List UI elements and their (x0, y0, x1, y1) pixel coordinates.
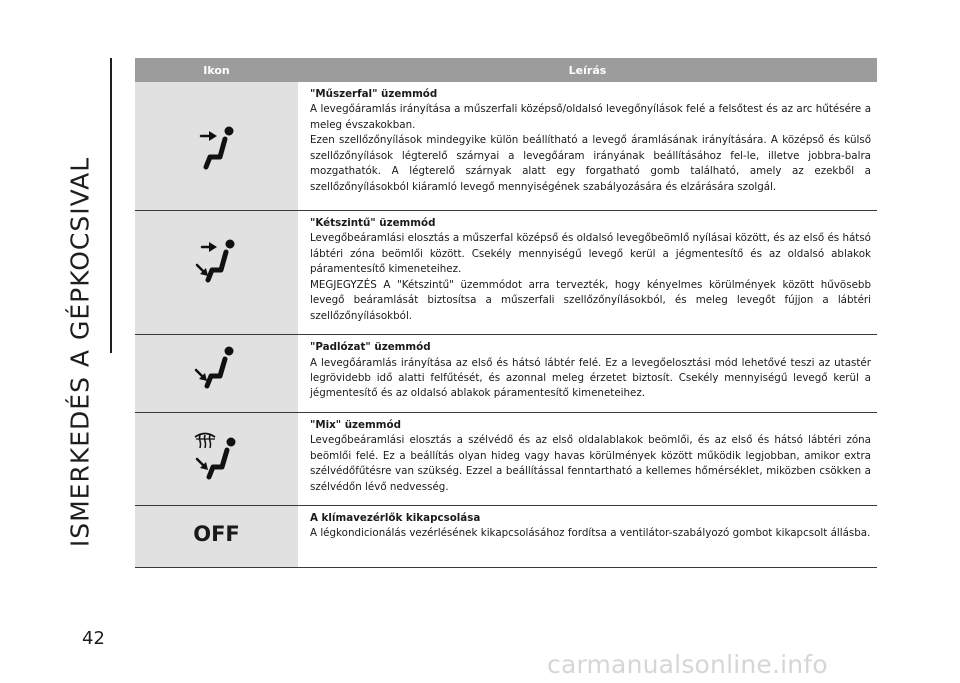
watermark: carmanualsonline.info (547, 650, 828, 679)
icon-cell (135, 506, 298, 568)
table-row (135, 506, 877, 568)
mode-description: Levegőbeáramlási elosztás a műszerfal középső és oldalsó levegőbeömlő nyílásai között, és az első és hátsó lábtéri zóna beömlői között. Csekély mennyiségű levegő kerül a jégmentesítő és az oldalsó ablakok páramentesítő kimeneteihez. MEGJEGYZÉS A "Kétszintű" üzemmódot arra tervezték, hogy kényelmes körülmények között hűvösebb levegő beáramlását biztosítsa a műszerfali szellőzőnyílásokból, és meleg levegőt fújjon a lábtéri szellőzőnyílásokból. (310, 232, 871, 322)
mode-description: A levegőáramlás irányítása a műszerfali középső/oldalsó levegőnyílások felé a felsőtest és az arc hűtésére a meleg évszakokban. Ezen szellőzőnyílások mindegyike külön beállítható a levegő áramlásának irányítására. A középső és külső szellőzőnyílások légterelő szárnyai a levegőáram irányának beállításához fel-le, illetve jobbra-balra mozgathatók. A légterelő szárnyak alatt egy forgatható gomb található, amely az ezekből a szellőzőnyílásokból kiáramló levegő mennyiségének szabályozására és elzárására szolgál. (310, 103, 871, 193)
description-cell (298, 412, 877, 505)
table-row (135, 211, 877, 335)
icon-cell (135, 335, 298, 413)
column-header-icon: Ikon (135, 58, 298, 82)
column-header-description: Leírás (298, 58, 877, 82)
description-cell (298, 82, 877, 211)
description-cell (298, 335, 877, 413)
description-cell (298, 506, 877, 568)
table-row (135, 335, 877, 413)
mix-defrost-floor-airflow-icon (191, 427, 243, 481)
bilevel-airflow-icon (192, 232, 242, 286)
mode-description: Levegőbeáramlási elosztás a szélvédő és az első oldalablakok beömlői, és az első és hátsó lábtéri zóna beömlői felé. Ez a beállítás olyan hideg vagy havas körülmények között működik legjobban, amikor extra szélvédőfűtésre van szükség. Ezzel a beállítással fenntartható a kellemes hőmérséklet, miközben csökken a szélvédőn lévő nedvesség. (310, 434, 871, 493)
icon-cell (135, 211, 298, 335)
table-row (135, 82, 877, 211)
mode-title: "Mix" üzemmód (310, 418, 401, 431)
description-cell (298, 211, 877, 335)
mode-title: "Műszerfal" üzemmód (310, 88, 438, 100)
icon-cell (135, 82, 298, 211)
table-row (135, 412, 877, 505)
table-header-row (135, 58, 877, 82)
climate-mode-table (135, 58, 877, 568)
section-divider (110, 58, 112, 353)
icon-cell (135, 412, 298, 505)
floor-airflow-icon (192, 342, 242, 392)
section-title: ISMERKEDÉS A GÉPKOCSIVAL (65, 156, 95, 548)
mode-description: A levegőáramlás irányítása az első és hátsó lábtér felé. Ez a levegőelosztási mód lehetővé teszi az utastér legrövidebb idő alatti felfűtését, és azonnal meleg érzetet biztosít. Csekély mennyiségű levegő kerül a jégmentesítő és az oldalsó ablakok páramentesítő kimeneteihez. (310, 356, 871, 400)
mode-title: A klímavezérlők kikapcsolása (310, 512, 481, 524)
off-label: OFF (193, 522, 240, 546)
mode-description: A légkondicionálás vezérlésének kikapcsolásához fordítsa a ventilátor-szabályozó gombot kikapcsolt állásba. (310, 527, 871, 540)
mode-title: "Padlózat" üzemmód (310, 341, 431, 354)
mode-title: "Kétszintű" üzemmód (310, 217, 436, 229)
dashboard-vent-airflow-icon (192, 119, 242, 173)
page-number: 42 (82, 628, 105, 649)
